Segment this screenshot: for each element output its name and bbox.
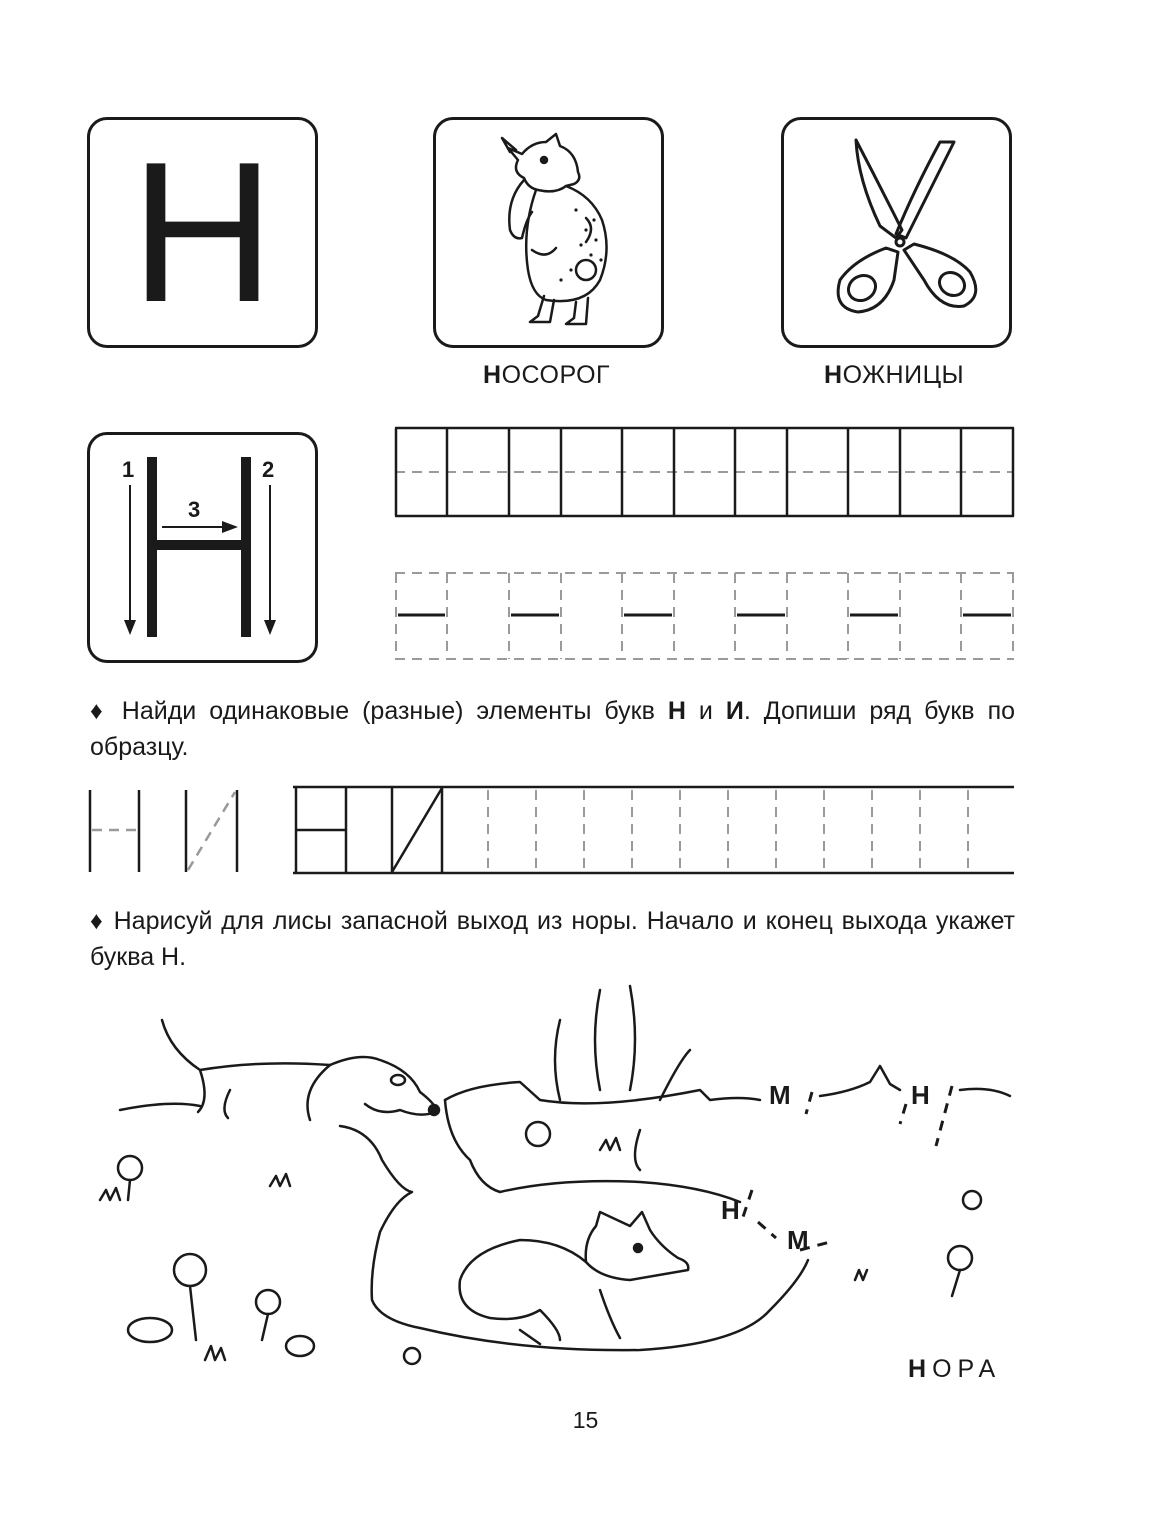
word-rest: ОРА [932, 1355, 1002, 1383]
stroke-number-1: 1 [122, 457, 135, 482]
maze-letter-h1: Н [911, 1080, 930, 1110]
stroke-number-2: 2 [262, 457, 275, 482]
task1-bullet: ♦ [90, 697, 109, 725]
stroke-number-3: 3 [188, 497, 201, 522]
rhino-caption-rest: ОСОРОГ [501, 361, 611, 389]
page-number: 15 [572, 1407, 599, 1433]
letter-card-letter: Н [130, 120, 275, 344]
maze-letter-m2: М [787, 1225, 809, 1255]
task1-letter-h: Н [667, 697, 686, 725]
task1-instruction [90, 693, 1015, 765]
task1-text-a: Найди одинаковые (разные) элементы букв [121, 697, 668, 725]
task1-text-c: . Допиши ряд букв по образцу. [90, 697, 1016, 761]
task2-bullet: ♦ [90, 907, 105, 935]
task1-text-b: и [685, 697, 726, 725]
scissors-caption-rest: ОЖНИЦЫ [842, 361, 965, 389]
scissors-caption-first-letter: Н [824, 361, 843, 389]
word-first-letter: Н [908, 1355, 933, 1383]
task1-letter-i: И [725, 697, 744, 725]
rhino-caption-first-letter: Н [483, 361, 502, 389]
task2-text: Нарисуй для лисы запасной выход из норы. Начало и конец выхода укажет буква Н. [90, 907, 1015, 971]
maze-letter-h2: Н [721, 1195, 740, 1225]
maze-letter-m1: М [769, 1080, 791, 1110]
word-nora [908, 1355, 1001, 1384]
task2-instruction [90, 903, 1015, 975]
